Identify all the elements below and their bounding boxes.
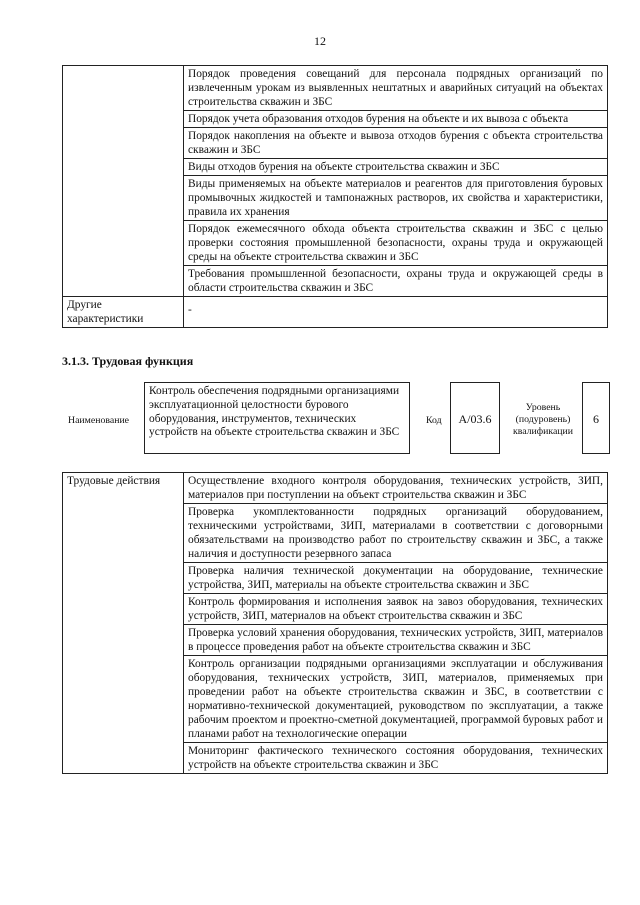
labor-actions-label: Трудовые действия (63, 473, 184, 774)
page-number: 12 (314, 34, 326, 48)
table-cell: Виды отходов бурения на объекте строительства скважин и ЗБС (184, 159, 608, 176)
level-label: Уровень (подуровень) квалификации (512, 402, 574, 437)
table-cell: Проверка укомплектованности подрядных организаций оборудованием, техническими устройствами, ЗИП, материалами в соответствии с договорными обязательствами на производство работ по строительству скважин и ЗБС, а также наличия и доступности резервного запаса (184, 504, 608, 563)
name-label: Наименование (68, 415, 130, 426)
other-characteristics-value: - (184, 297, 608, 328)
table-cell: Требования промышленной безопасности, охраны труда и окружающей среды в области строительства скважин и ЗБС (184, 266, 608, 297)
code-label: Код (426, 415, 442, 426)
table-cell: Мониторинг фактического технического состояния оборудования, технических устройств на объекте строительства скважин и ЗБС (184, 743, 608, 774)
level-value-box: 6 (582, 382, 610, 454)
other-characteristics-label: Другие характеристики (63, 297, 184, 328)
table-cell: Контроль организации подрядными организациями эксплуатации и обслуживания оборудования, технических устройств, ЗИП, материалов, применяемых при проведении работ на объекте строительства скважин и ЗБС, в соответствии с нормативно-технической документацией, руководством по эксплуатации, а также рабочим проектом и проектно-сметной документацией, программой буровых работ и планами работ на технологические операции (184, 656, 608, 743)
table-cell: Осуществление входного контроля оборудования, технических устройств, ЗИП, материалов при поступлении на объект строительства скважин и ЗБС (184, 473, 608, 504)
table-cell: Порядок накопления на объекте и вывоза отходов бурения с объекта строительства скважин и ЗБС (184, 128, 608, 159)
table-row (63, 297, 608, 328)
table-cell: Проверка условий хранения оборудования, технических устройств, ЗИП, материалов в процессе проведения работ на объекте строительства скважин и ЗБС (184, 625, 608, 656)
table-cell: Виды применяемых на объекте материалов и реагентов для приготовления буровых промывочных жидкостей и тампонажных растворов, их свойства и характеристики, правила их хранения (184, 176, 608, 221)
table-cell: Порядок ежемесячного обхода объекта строительства скважин и ЗБС с целью проверки состояния промышленной безопасности, охраны труда и окружающей среды на объекте строительства скважин и ЗБС (184, 221, 608, 266)
table-row (63, 66, 608, 111)
function-code-box: А/03.6 (450, 382, 500, 454)
labor-actions-table (62, 472, 608, 774)
section-heading: 3.1.3. Трудовая функция (62, 354, 194, 368)
table-cell: Порядок учета образования отходов бурения на объекте и их вывоза с объекта (184, 111, 608, 128)
table-cell: Проверка наличия технической документации на оборудование, технические устройства, ЗИП, материалы на объекте строительства скважин и ЗБС (184, 563, 608, 594)
function-header (62, 382, 608, 462)
table-cell: Контроль формирования и исполнения заявок на завоз оборудования, технических устройств, ЗИП, материалов на объект строительства скважин и ЗБС (184, 594, 608, 625)
table-cell: Порядок проведения совещаний для персонала подрядных организаций по извлеченным урокам из выявленных нештатных и аварийных ситуаций на объектах строительства скважин и ЗБС (184, 66, 608, 111)
empty-label-cell (63, 66, 184, 297)
function-name-box: Контроль обеспечения подрядными организациями эксплуатационной целостности бурового оборудования, инструментов, технических устройств на объекте строительства скважин и ЗБС (144, 382, 410, 454)
knowledge-table (62, 65, 608, 328)
table-row (63, 473, 608, 504)
